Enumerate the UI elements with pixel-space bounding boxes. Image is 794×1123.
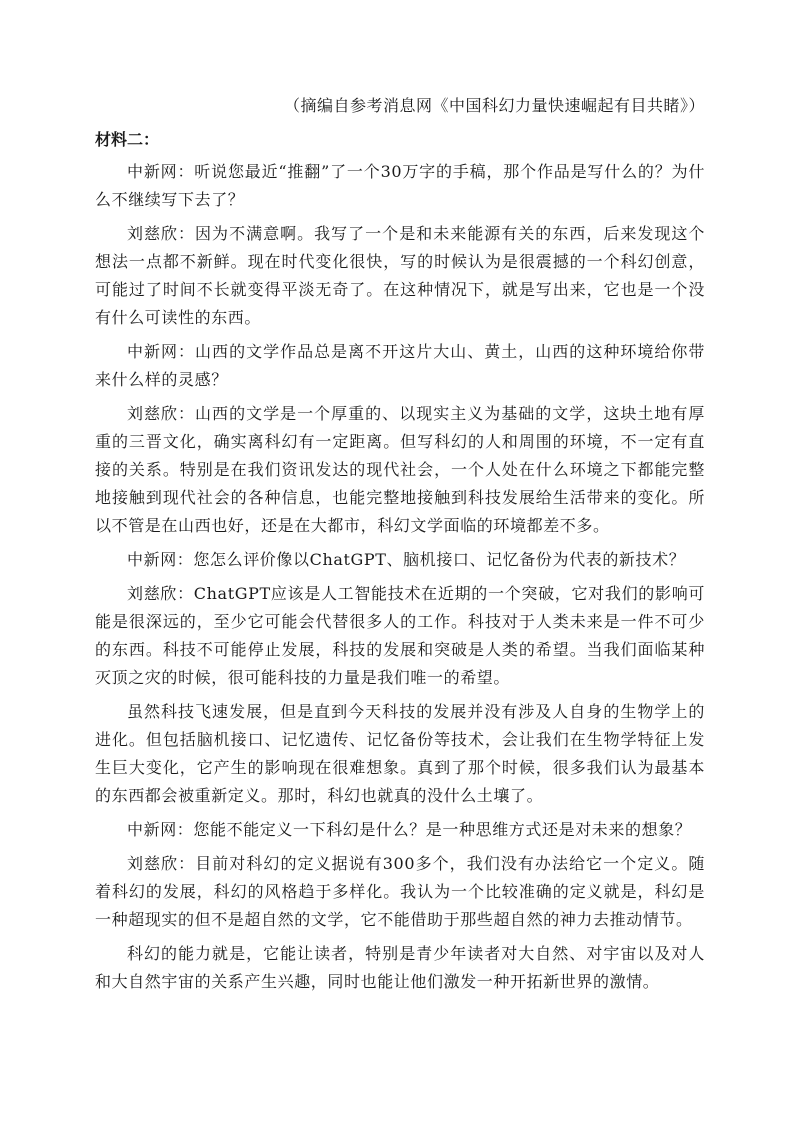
- section-heading: 材料二：: [95, 130, 160, 149]
- paragraph: 刘慈欣：ChatGPT应该是人工智能技术在近期的一个突破，它对我们的影响可能是很深远的，至少它可能会代替很多人的工作。科技对于人类未来是一件不可少的东西。科技不可能停止发展，科技的发展和突破是人类的希望。当我们面临某种灭顶之灾的时候，很可能科技的力量是我们唯一的希望。: [95, 584, 705, 687]
- paragraph: 刘慈欣：目前对科幻的定义据说有300多个，我们没有办法给它一个定义。随着科幻的发展，科幻的风格趋于多样化。我认为一个比较准确的定义就是，科幻是一种超现实的但不是超自然的文学，它不能借助于那些超自然的神力去推动情节。: [95, 854, 705, 929]
- source-citation: （摘编自参考消息网《中国科幻力量快速崛起有目共睹》）: [283, 96, 705, 115]
- paragraph: 中新网：听说您最近“推翻”了一个30万字的手稿，那个作品是写什么的？为什么不继续写下去了？: [95, 162, 705, 209]
- paragraph: 科幻的能力就是，它能让读者，特别是青少年读者对大自然、对宇宙以及对人和大自然宇宙的关系产生兴趣，同时也能让他们激发一种开拓新世界的激情。: [95, 944, 705, 991]
- paragraph: 中新网：您能不能定义一下科幻是什么？是一种思维方式还是对未来的想象？: [127, 820, 692, 839]
- paragraph: 刘慈欣：因为不满意啊。我写了一个是和未来能源有关的东西，后来发现这个想法一点都不新鲜。现在时代变化很快，写的时候认为是很震撼的一个科幻创意，可能过了时间不长就变得平淡无奇了。在这种情况下，就是写出来，它也是一个没有什么可读性的东西。: [95, 224, 705, 327]
- paragraph: 虽然科技飞速发展，但是直到今天科技的发展并没有涉及人自身的生物学上的进化。但包括脑机接口、记忆遗传、记忆备份等技术，会让我们在生物学特征上发生巨大变化，它产生的影响现在很难想象。真到了那个时候，很多我们认为最基本的东西都会被重新定义。那时，科幻也就真的没什么土壤了。: [95, 702, 705, 805]
- paragraph: 中新网：山西的文学作品总是离不开这片大山、黄土，山西的这种环境给你带来什么样的灵感？: [95, 342, 705, 389]
- paragraph: 刘慈欣：山西的文学是一个厚重的、以现实主义为基础的文学，这块土地有厚重的三晋文化，确实离科幻有一定距离。但写科幻的人和周围的环境，不一定有直接的关系。特别是在我们资讯发达的现代社会，一个人处在什么环境之下都能完整地接触到现代社会的各种信息，也能完整地接触到科技发展给生活带来的变化。所以不管是在山西也好，还是在大都市，科幻文学面临的环境都差不多。: [95, 404, 705, 535]
- paragraph: 中新网：您怎么评价像以ChatGPT、脑机接口、记忆备份为代表的新技术？: [127, 550, 686, 569]
- document-page: [95, 92, 705, 1002]
